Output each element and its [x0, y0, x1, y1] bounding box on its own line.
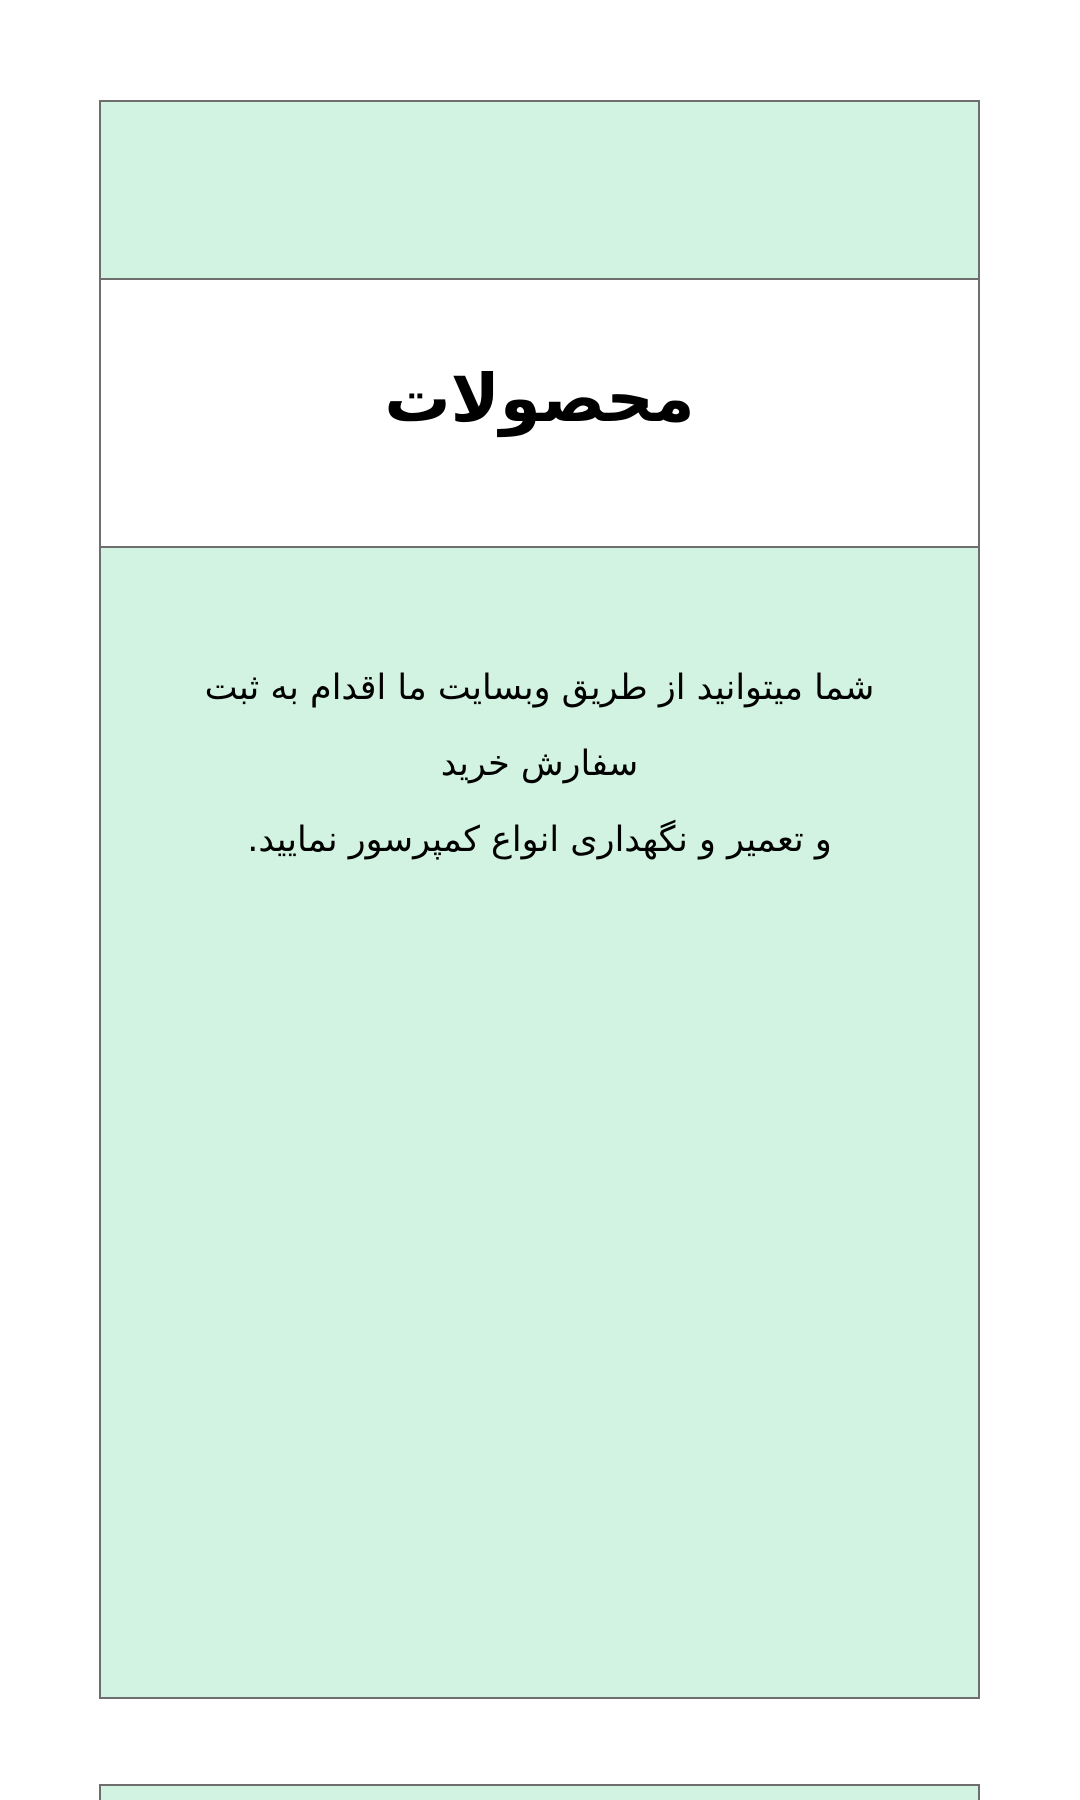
page-title: محصولات — [384, 359, 695, 437]
description-section — [101, 548, 978, 1697]
description-line-2: و تعمیر و نگهداری انواع کمپرسور نمایید. — [247, 820, 832, 860]
title-section — [101, 280, 978, 548]
hero-image-placeholder — [101, 102, 978, 280]
description-line-1: شما میتوانید از طریق وبسایت ما اقدام به ثبت سفارش خرید — [204, 668, 875, 784]
content-column — [99, 100, 980, 1699]
next-section-peek — [99, 1784, 980, 1800]
